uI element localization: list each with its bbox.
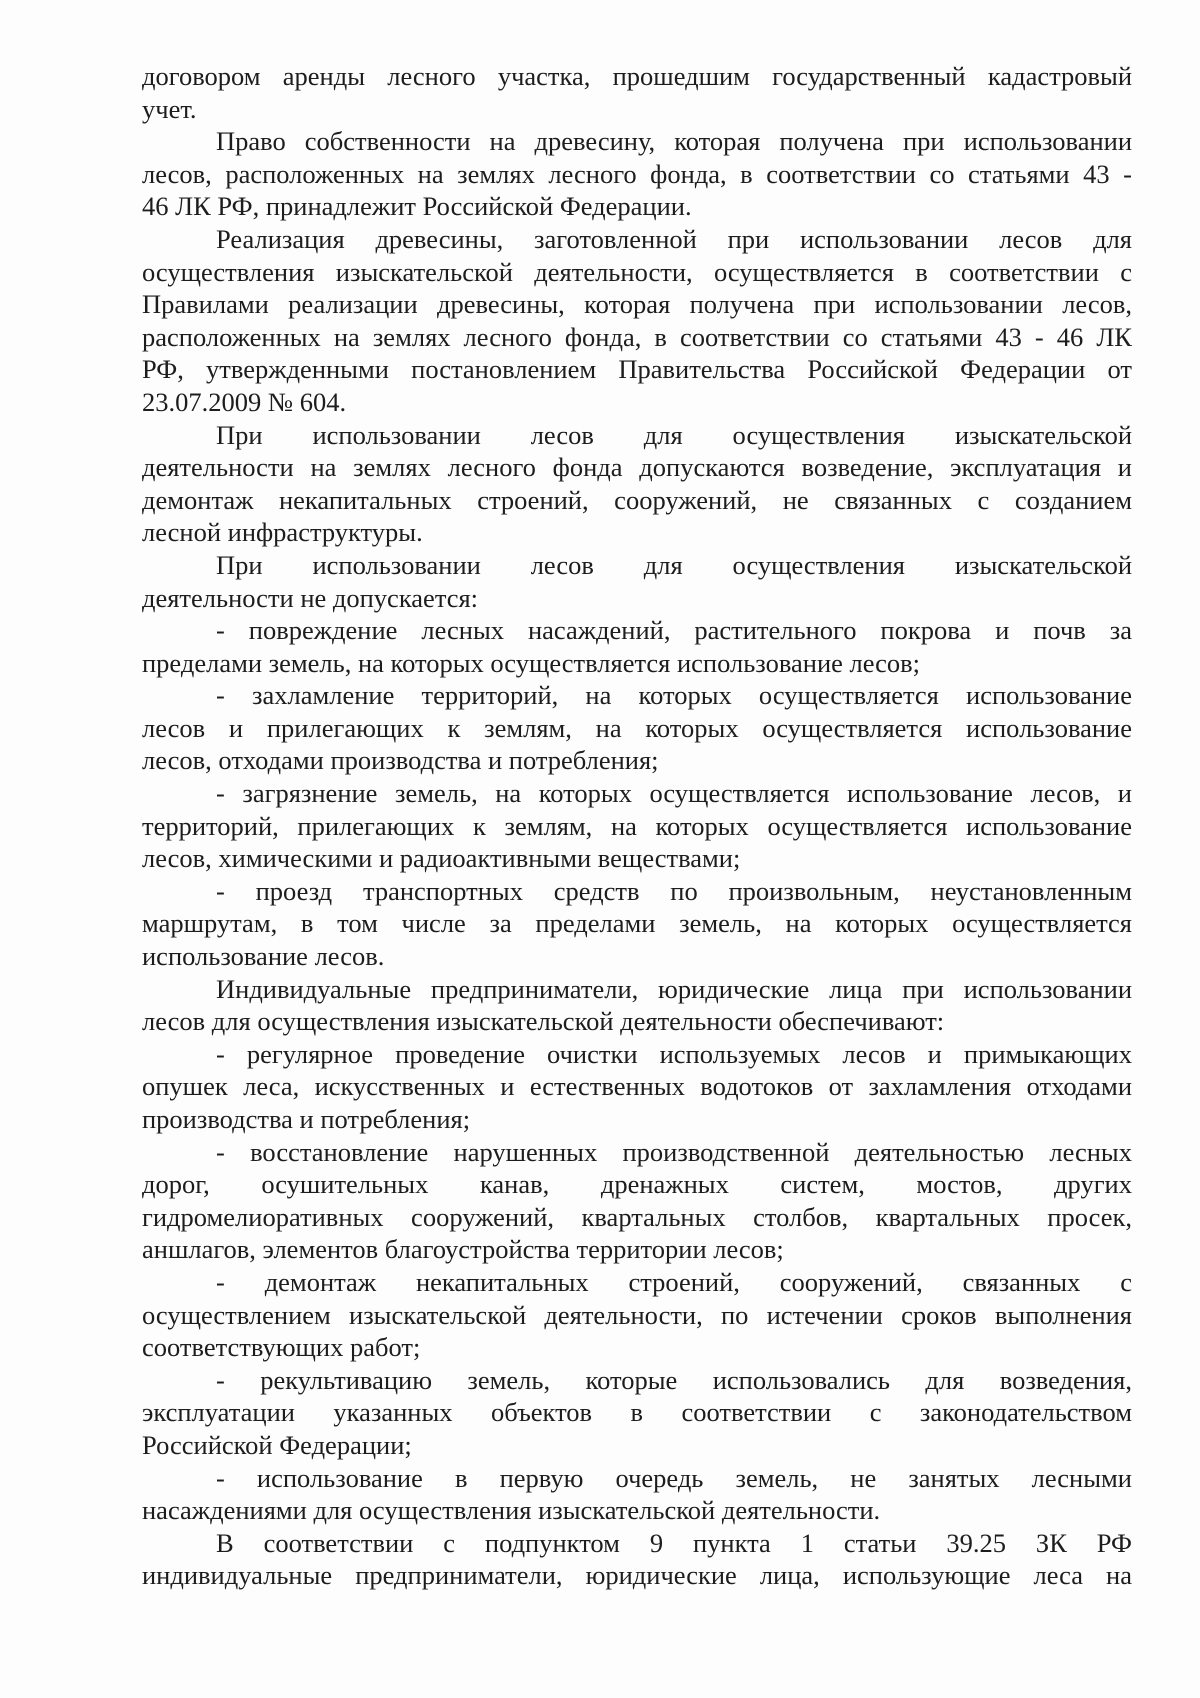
text-line: лесов для осуществления изыскательской деятельности обеспечивают:	[142, 1006, 945, 1037]
text-line: территорий, прилегающих к землям, на которых осуществляется использование	[142, 810, 1132, 841]
paragraph	[142, 1038, 1132, 1136]
text-line: В соответствии с подпунктом 9 пункта 1 статьи 39.25 ЗК РФ	[216, 1527, 1132, 1558]
text-line: Реализация древесины, заготовленной при использовании лесов для	[216, 223, 1132, 254]
paragraph	[142, 875, 1132, 973]
text-line: 23.07.2009 № 604.	[142, 386, 347, 417]
text-line: При использовании лесов для осуществления изыскательской	[216, 549, 1132, 580]
text-line: эксплуатации указанных объектов в соответствии с законодательством	[142, 1397, 1132, 1428]
text-line: При использовании лесов для осуществления изыскательской	[216, 419, 1132, 450]
text-line: - рекультивацию земель, которые использовались для возведения,	[216, 1364, 1132, 1395]
text-line: осуществлением изыскательской деятельности, по истечении сроков выполнения	[142, 1299, 1132, 1330]
text-line: лесов и прилегающих к землям, на которых осуществляется использование	[142, 712, 1132, 743]
text-line: - демонтаж некапитальных строений, сооружений, связанных с	[216, 1266, 1132, 1297]
paragraph	[142, 614, 1132, 679]
text-line: РФ, утвержденными постановлением Правительства Российской Федерации от	[142, 354, 1132, 385]
text-line: деятельности на землях лесного фонда допускаются возведение, эксплуатация и	[142, 452, 1132, 483]
text-line: деятельности не допускается:	[142, 582, 479, 613]
paragraph	[142, 679, 1132, 777]
paragraph	[142, 1462, 1132, 1527]
text-line: осуществления изыскательской деятельности, осуществляется в соответствии с	[142, 256, 1132, 287]
text-line: гидромелиоративных сооружений, квартальных столбов, квартальных просек,	[142, 1201, 1132, 1232]
text-line: 46 ЛК РФ, принадлежит Российской Федерации.	[142, 191, 692, 222]
text-line: опушек леса, искусственных и естественных водотоков от захламления отходами	[142, 1071, 1132, 1102]
paragraph	[142, 60, 1132, 125]
text-line: индивидуальные предприниматели, юридические лица, использующие леса на	[142, 1560, 1132, 1591]
text-line: - регулярное проведение очистки используемых лесов и примыкающих	[216, 1038, 1132, 1069]
text-line: Индивидуальные предприниматели, юридические лица при использовании	[216, 973, 1132, 1004]
paragraph	[142, 1527, 1132, 1592]
paragraph	[142, 777, 1132, 875]
text-line: соответствующих работ;	[142, 1332, 421, 1363]
text-line: пределами земель, на которых осуществляется использование лесов;	[142, 647, 921, 678]
text-line: лесов, расположенных на землях лесного фонда, в соответствии со статьями 43 -	[142, 158, 1132, 189]
text-line: учет.	[142, 93, 197, 124]
text-line: Правилами реализации древесины, которая получена при использовании лесов,	[142, 289, 1132, 320]
document-body	[142, 60, 1132, 1592]
text-line: - использование в первую очередь земель, не занятых лесными	[216, 1462, 1132, 1493]
text-line: демонтаж некапитальных строений, сооружений, не связанных с созданием	[142, 484, 1132, 515]
text-line: дорог, осушительных канав, дренажных систем, мостов, других	[142, 1169, 1132, 1200]
text-line: производства и потребления;	[142, 1104, 471, 1134]
text-line: - захламление территорий, на которых осуществляется использование	[216, 680, 1132, 711]
text-line: лесов, отходами производства и потребления;	[142, 745, 659, 776]
text-line: Право собственности на древесину, которая получена при использовании	[216, 126, 1132, 157]
text-line: - проезд транспортных средств по произвольным, неустановленным	[216, 875, 1132, 906]
paragraph	[142, 549, 1132, 614]
paragraph	[142, 1136, 1132, 1266]
text-line: - загрязнение земель, на которых осуществляется использование лесов, и	[216, 778, 1132, 809]
paragraph	[142, 1364, 1132, 1462]
text-line: расположенных на землях лесного фонда, в соответствии со статьями 43 - 46 ЛК	[142, 321, 1132, 352]
text-line: лесной инфраструктуры.	[142, 517, 423, 548]
text-line: - повреждение лесных насаждений, растительного покрова и почв за	[216, 615, 1132, 646]
text-line: маршрутам, в том числе за пределами земель, на которых осуществляется	[142, 908, 1132, 939]
text-line: использование лесов.	[142, 941, 385, 972]
text-line: Российской Федерации;	[142, 1429, 412, 1460]
text-line: насаждениями для осуществления изыскательской деятельности.	[142, 1495, 881, 1526]
text-line: лесов, химическими и радиоактивными веществами;	[142, 843, 741, 874]
text-line: - восстановление нарушенных производственной деятельностью лесных	[216, 1136, 1132, 1167]
text-line: договором аренды лесного участка, прошедшим государственный кадастровый	[142, 61, 1132, 91]
paragraph	[142, 125, 1132, 223]
paragraph	[142, 973, 1132, 1038]
text-line: аншлагов, элементов благоустройства территории лесов;	[142, 1234, 784, 1265]
paragraph	[142, 1266, 1132, 1364]
paragraph	[142, 419, 1132, 549]
paragraph	[142, 223, 1132, 419]
